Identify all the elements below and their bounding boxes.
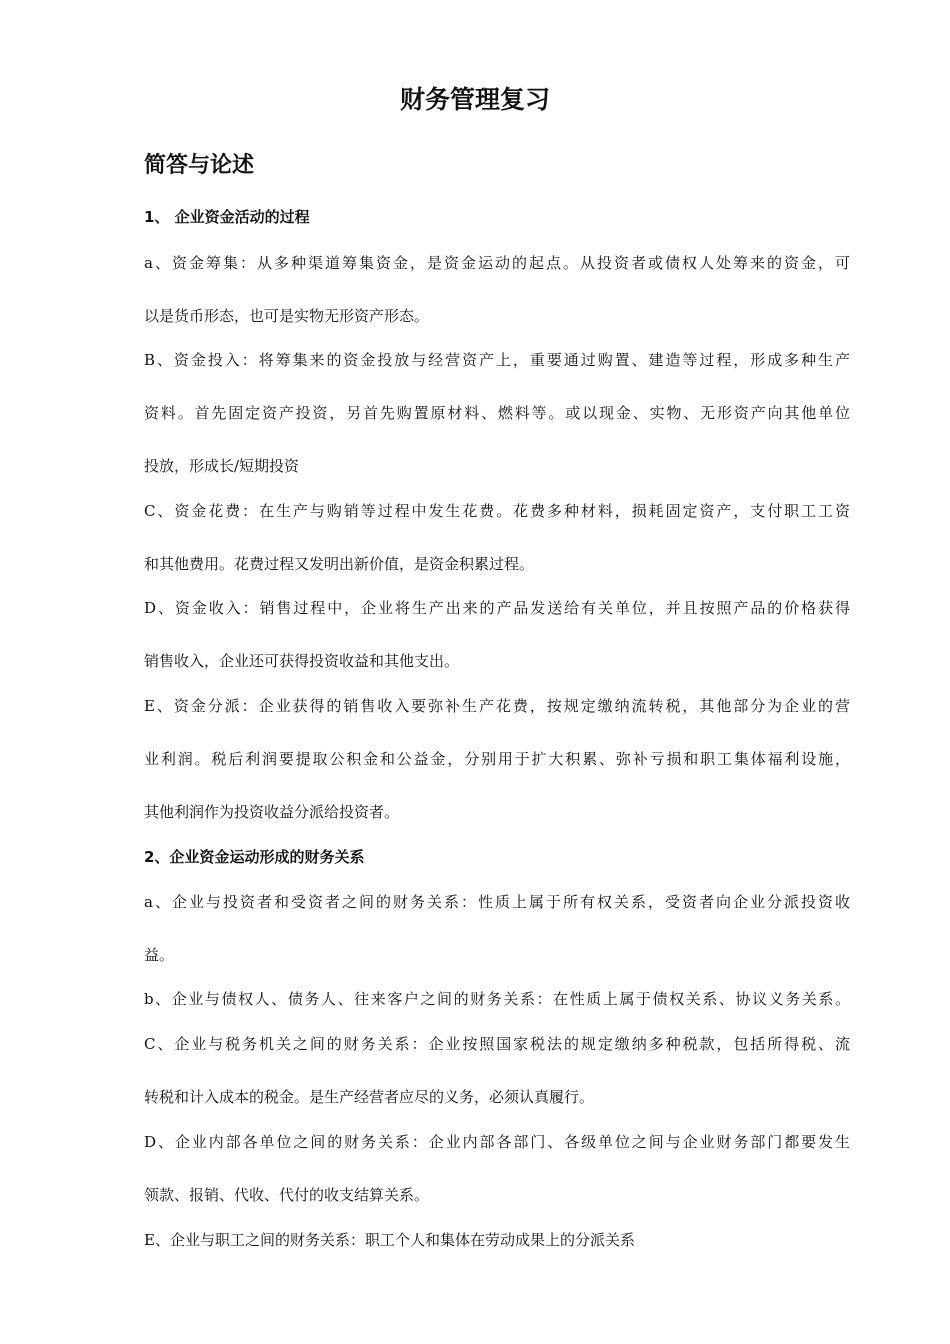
document-title: 财务管理复习 bbox=[399, 85, 550, 114]
paragraph-line: a、资金筹集：从多种渠道筹集资金，是资金运动的起点。从投资者或债权人处筹来的资金，可 bbox=[144, 254, 850, 272]
paragraph-line: 领款、报销、代收、代付的收支结算关系。 bbox=[144, 1186, 430, 1204]
paragraph-line: 资料。首先固定资产投资，另首先购置原材料、燃料等。或以现金、实物、无形资产向其他单位 bbox=[144, 404, 850, 422]
paragraph-line: C、资金花费：在生产与购销等过程中发生花费。花费多种材料，损耗固定资产，支付职工工资 bbox=[144, 502, 850, 520]
paragraph-line: D、企业内部各单位之间的财务关系：企业内部各部门、各级单位之间与企业财务部门都要发生 bbox=[144, 1133, 850, 1151]
paragraph-line: b、企业与债权人、债务人、往来客户之间的财务关系：在性质上属于债权关系、协议义务关系。 bbox=[144, 990, 850, 1008]
paragraph-line: a、企业与投资者和受资者之间的财务关系：性质上属于所有权关系，受资者向企业分派投资收 bbox=[144, 893, 850, 911]
paragraph-line: E、企业与职工之间的财务关系：职工个人和集体在劳动成果上的分派关系 bbox=[144, 1231, 635, 1249]
paragraph-line: 其他利润作为投资收益分派给投资者。 bbox=[144, 803, 400, 821]
question-1-heading: 1、 企业资金活动的过程 bbox=[144, 208, 310, 226]
section-title: 简答与论述 bbox=[144, 153, 255, 178]
question-2-heading: 2、企业资金运动形成的财务关系 bbox=[144, 848, 365, 866]
paragraph-line: 和其他费用。花费过程又发明出新价值，是资金积累过程。 bbox=[144, 555, 535, 573]
paragraph-line: 投放，形成长/短期投资 bbox=[144, 457, 300, 475]
paragraph-line: 业利润。税后利润要提取公积金和公益金，分别用于扩大积累、弥补亏损和职工集体福利设施， bbox=[144, 750, 850, 768]
paragraph-line: 转税和计入成本的税金。是生产经营者应尽的义务，必须认真履行。 bbox=[144, 1088, 595, 1106]
paragraph-line: E、资金分派：企业获得的销售收入要弥补生产花费，按规定缴纳流转税，其他部分为企业的营 bbox=[144, 697, 850, 715]
paragraph-line: 益。 bbox=[144, 946, 175, 964]
paragraph-line: C、企业与税务机关之间的财务关系：企业按照国家税法的规定缴纳多种税款，包括所得税、流 bbox=[144, 1035, 850, 1053]
paragraph-line: B、资金投入：将筹集来的资金投放与经营资产上，重要通过购置、建造等过程，形成多种生产 bbox=[144, 351, 850, 369]
paragraph-line: D、资金收入：销售过程中，企业将生产出来的产品发送给有关单位，并且按照产品的价格获得 bbox=[144, 599, 850, 617]
paragraph-line: 销售收入，企业还可获得投资收益和其他支出。 bbox=[144, 652, 460, 670]
paragraph-line: 以是货币形态，也可是实物无形资产形态。 bbox=[144, 307, 430, 325]
